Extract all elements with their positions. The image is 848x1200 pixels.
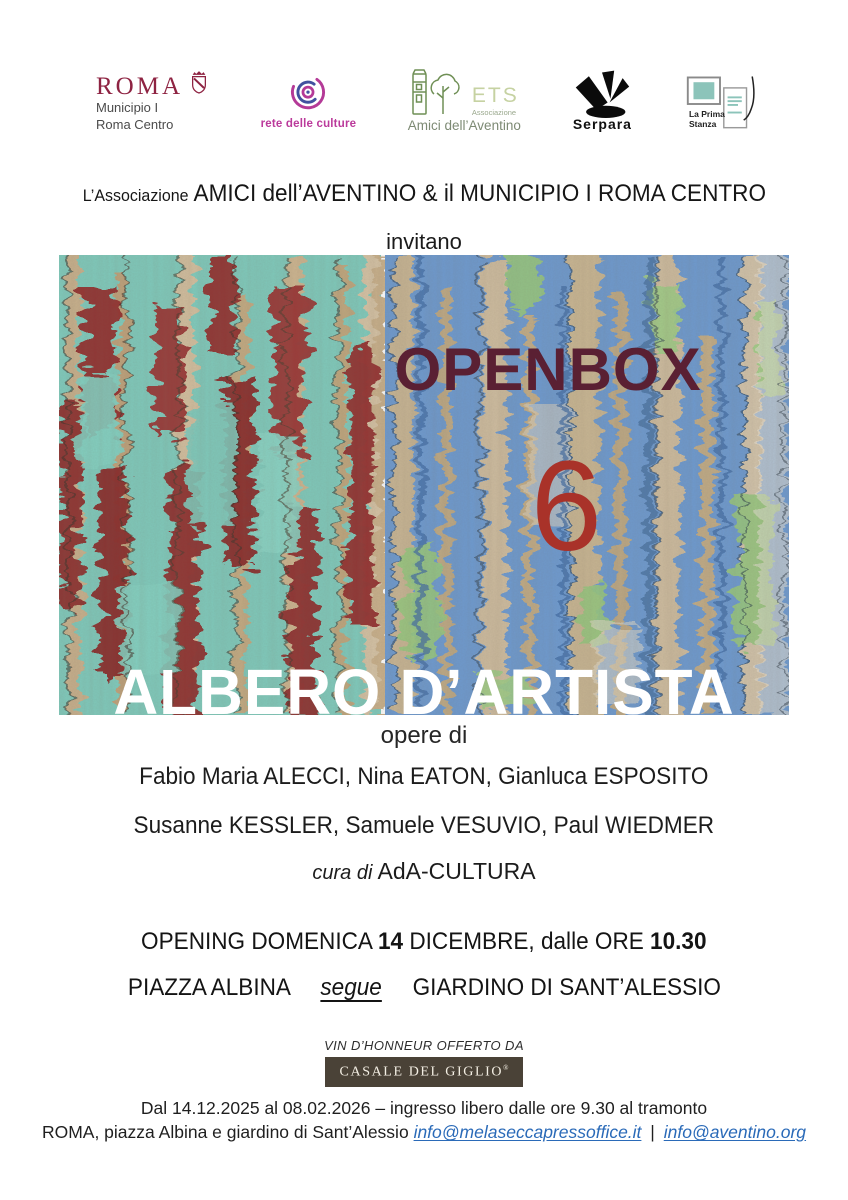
aventino-logo-top [410, 68, 519, 116]
opening-line-inner [141, 928, 706, 956]
sponsor-intro: VIN D’HONNEUR OFFERTO DA [324, 1038, 524, 1053]
ets-label: ETS [471, 83, 519, 107]
peeling-paint-texture [59, 255, 789, 715]
headline [0, 180, 848, 208]
headline-amp: & [422, 180, 438, 207]
opere-di-line: opere di [380, 722, 468, 749]
associazione-label: Associazione [471, 107, 517, 117]
location-1: PIAZZA ALBINA [127, 974, 290, 1001]
logo-serpara [572, 66, 632, 132]
opening-time: 10.30 [650, 928, 707, 955]
location-2: GIARDINO DI SANT’ALESSIO [412, 974, 721, 1001]
roma-wordmark-row [96, 74, 209, 99]
email-separator: | [650, 1122, 655, 1142]
roma-crest-icon [189, 71, 209, 95]
prima-stanza-label [689, 110, 725, 130]
exhibition-subtitle: ALBERO D’ARTISTA [113, 656, 735, 728]
logo-rete-delle-culture [261, 66, 357, 130]
location-line [0, 974, 848, 1002]
casale-del-giglio-logo [325, 1057, 524, 1087]
prima-stanza-line2: Stanza [688, 118, 717, 129]
segue-label: segue [319, 974, 382, 1001]
address-text: ROMA, piazza Albina e giardino di Sant’Alessio [41, 1122, 409, 1142]
roma-centro-label: Roma Centro [96, 117, 174, 133]
dates-line: Dal 14.12.2025 al 08.02.2026 – ingresso libero dalle ore 9.30 al tramonto [140, 1098, 708, 1118]
rete-delle-culture-label: rete delle culture [260, 118, 357, 130]
curator-name: AdA-CULTURA [377, 858, 536, 884]
opening-prefix: OPENING DOMENICA [141, 928, 372, 955]
serpara-label: Serpara [572, 116, 632, 132]
headline-prefix: L’Associazione [82, 186, 189, 205]
email-link-melasecca[interactable]: info@melaseccapressoffice.it [413, 1122, 642, 1142]
opening-line [0, 928, 848, 956]
curator-line [0, 858, 848, 885]
artists-line-2-text: Susanne KESSLER, Samuele VESUVIO, Paul WIEDMER [133, 812, 715, 839]
artists-line-2 [0, 812, 848, 840]
roma-municipio-label: Municipio I [96, 100, 159, 115]
headline-il: il [443, 180, 454, 207]
partner-logos-row [96, 66, 756, 156]
serpara-bird-icon [572, 70, 632, 120]
prima-stanza-line1: La Prima [688, 109, 725, 119]
artwork-image [59, 255, 789, 728]
headline-inner [82, 180, 765, 208]
logo-amici-aventino [408, 66, 521, 133]
logo-roma-municipio [96, 66, 209, 134]
opening-mid: DICEMBRE, dalle ORE [409, 928, 645, 955]
headline-org2: MUNICIPIO I ROMA CENTRO [459, 180, 766, 207]
sponsor-logo-wrap [0, 1057, 848, 1087]
opening-day: 14 [378, 928, 404, 955]
email-link-aventino[interactable]: info@aventino.org [663, 1122, 807, 1142]
roma-wordmark: ROMA [96, 73, 184, 100]
exhibition-edition-number: 6 [530, 435, 602, 578]
location-line-inner [127, 974, 720, 1002]
artists-line-1-text: Fabio Maria ALECCI, Nina EATON, Gianluca ESPOSITO [139, 763, 709, 790]
curator-prefix: cura di [312, 862, 373, 884]
aventino-tower-tree-icon [410, 68, 468, 116]
rete-delle-culture-spiral-icon [286, 72, 330, 116]
address-line [0, 1122, 848, 1143]
exhibition-title: OPENBOX [394, 336, 702, 403]
ets-text-block [472, 85, 519, 117]
headline-org1: AMICI dell’AVENTINO [193, 180, 416, 207]
amici-aventino-label: Amici dell’Aventino [407, 118, 521, 133]
artists-line-1 [0, 763, 848, 791]
invitano-line: invitano [386, 229, 462, 254]
logo-la-prima-stanza [684, 66, 756, 134]
registered-mark: ® [503, 1064, 509, 1072]
casale-del-giglio-label: CASALE DEL GIGLIO [339, 1064, 504, 1080]
